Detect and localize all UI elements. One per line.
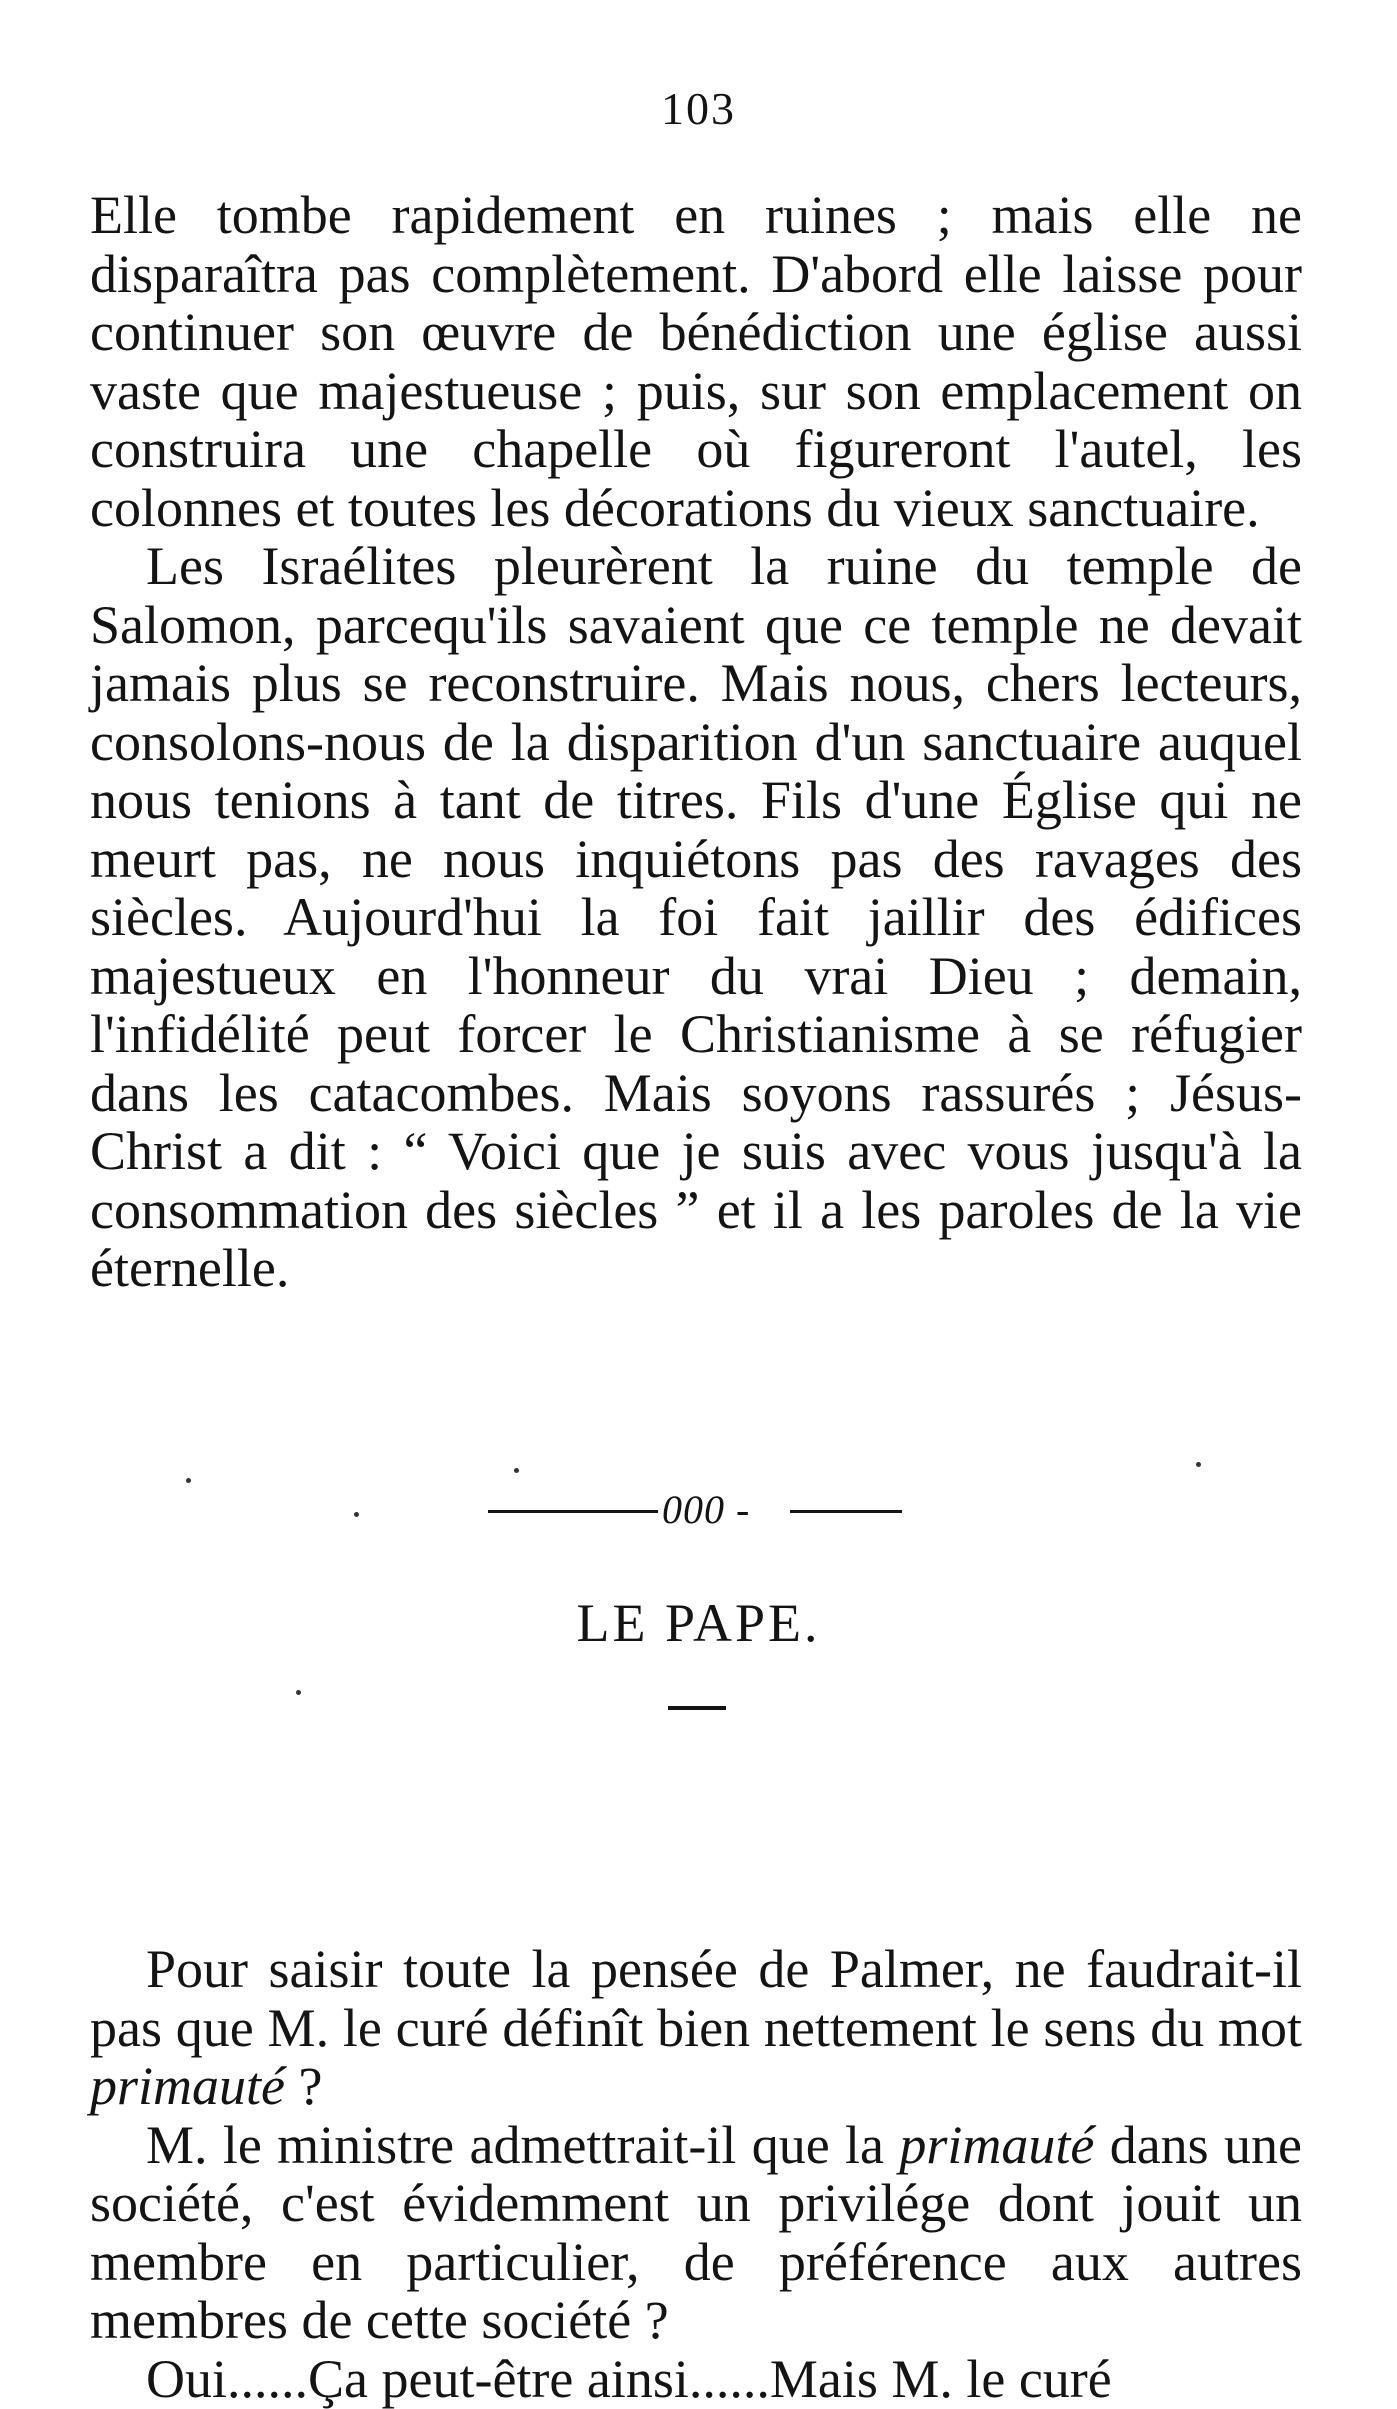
print-speck [514,1468,519,1473]
section-separator [0,1487,1397,1532]
separator-ornament: 000 - [662,1487,751,1532]
paragraph-ministre-end: dans une société, c'est évidemment un privilége dont jouit un membre en particulier, de préférence aux autres membres de cette société ? [90,2114,1302,2350]
paragraph-ruins: Elle tombe rapidement en ruines ; mais elle ne disparaîtra pas complètement. D'abord elle laisse pour continuer son œuvre de bénédiction une église aussi vaste que majestueuse ; puis, sur son emplacement on construira une chapelle où figureront l'autel, les colonnes et toutes les décorations du vieux sanctuaire. [90,185,1302,538]
paragraph-palmer-end: ? [285,2056,323,2116]
body-text-top [90,186,1302,1298]
print-speck [296,1690,301,1695]
separator-line-right [790,1510,902,1513]
print-speck [354,1512,359,1517]
title-rule [668,1706,726,1710]
emphasis-primaute-2: primauté [899,2114,1095,2175]
print-speck [186,1478,191,1483]
print-speck [1196,1462,1201,1467]
emphasis-primaute-1: primauté [90,2056,285,2116]
paragraph-oui: Oui......Ça peut-être ainsi......Mais M. le curé [146,2348,1112,2409]
paragraph-palmer [90,1940,1302,2116]
section-title: LE PAPE. [576,1593,821,1653]
paragraph-palmer-text: Pour saisir toute la pensée de Palmer, ne faudrait-il pas que M. le curé définît bien nettement le sens du mot [90,1939,1302,2058]
body-text-pape [90,1940,1302,2408]
separator-line-left [488,1510,658,1513]
paragraph-ministre-text: M. le ministre admettrait-il que la [146,2114,900,2175]
page-number: 103 [661,83,736,134]
paragraph-israelites: Les Israélites pleurèrent la ruine du temple de Salomon, parcequ'ils savaient que ce temple ne devait jamais plus se reconstruire. Mais nous, chers lecteurs, consolons-nous de la disparition d'un sanctuaire auquel nous tenions à tant de titres. Fils d'une Église qui ne meurt pas, ne nous inquiétons pas des ravages des siècles. Aujourd'hui la foi fait jaillir des édifices majestueux en l'honneur du vrai Dieu ; demain, l'infidélité peut forcer le Christianisme à se réfugier dans les catacombes. Mais soyons rassurés ; Jésus-Christ a dit : “ Voici que je suis avec vous jusqu'à la consommation des siècles ” et il a les paroles de la vie éternelle. [90,536,1302,1298]
paragraph-ministre [90,2116,1302,2350]
